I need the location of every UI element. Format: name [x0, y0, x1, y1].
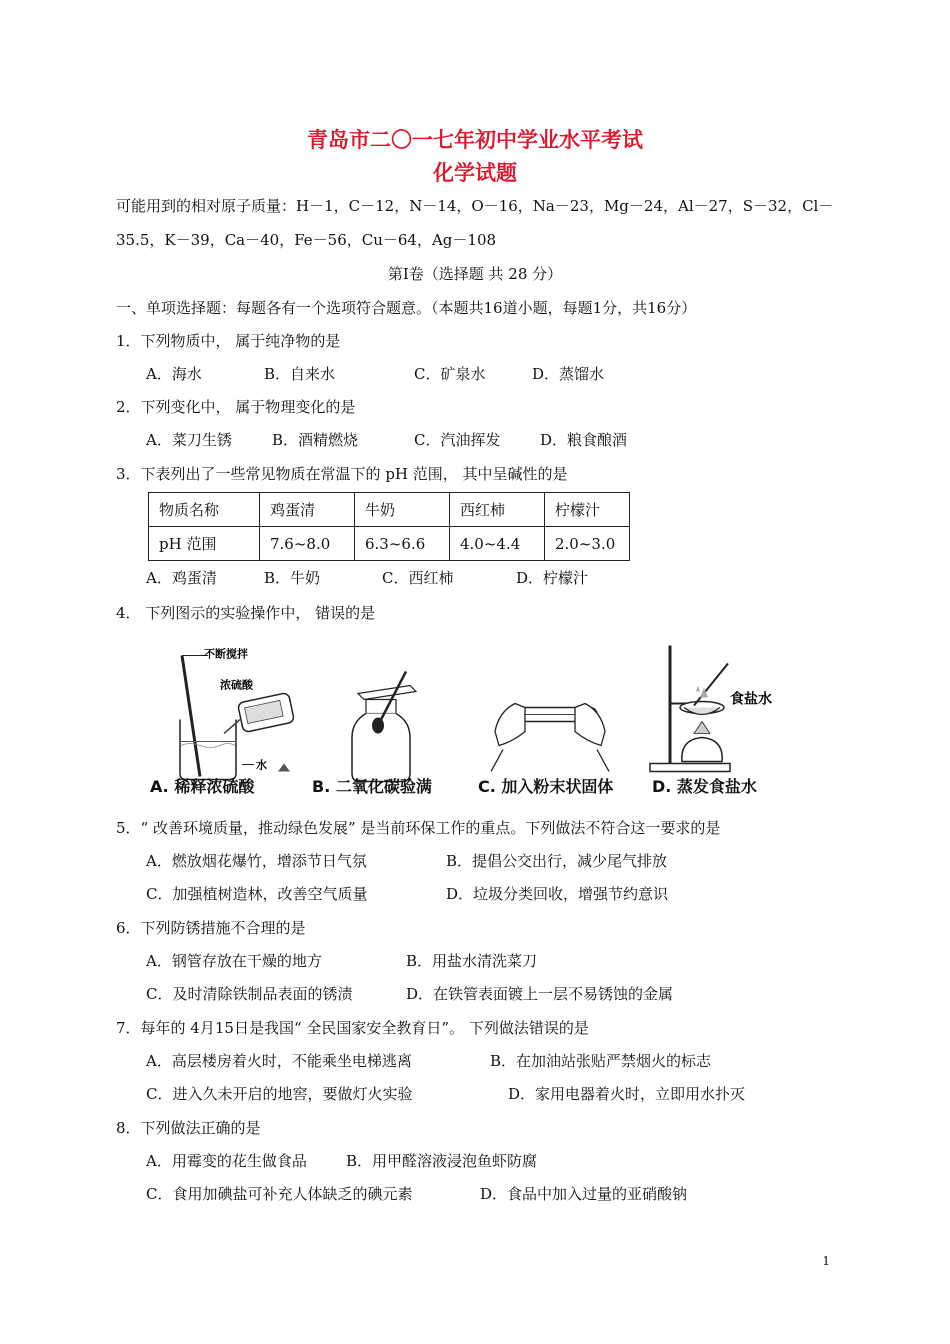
q6-stem: 6．下列防锈措施不合理的是	[116, 919, 306, 937]
figure-b-caption: B. 二氧化碳验满	[312, 777, 432, 796]
q4-stem: 4． 下列图示的实验操作中， 错误的是	[116, 604, 376, 622]
q8-option-c: C．食用加碘盐可补充人体缺乏的碘元素	[146, 1185, 413, 1203]
q5-option-d: D．垃圾分类回收，增强节约意识	[446, 885, 669, 903]
q8-option-d: D．食品中加入过量的亚硝酸钠	[480, 1185, 688, 1203]
acid-label: 浓硫酸	[220, 678, 253, 692]
table-cell: 鸡蛋清	[260, 493, 355, 527]
q7-option-a: A．高层楼房着火时，不能乘坐电梯逃离	[146, 1052, 412, 1070]
q8-option-b: B．用甲醛溶液浸泡鱼虾防腐	[346, 1152, 538, 1170]
table-cell: 4.0~4.4	[450, 527, 545, 561]
figure-a-dilute-acid	[160, 630, 310, 798]
q5-stem: 5．“ 改善环境质量，推动绿色发展” 是当前环保工作的重点。下列做法不符合这一要求的是	[116, 819, 721, 837]
q8-stem: 8．下列做法正确的是	[116, 1119, 261, 1137]
part-one-heading: 一、单项选择题：每题各有一个选项符合题意。（本题共16道小题，每题1分，共16分）	[116, 299, 697, 317]
figure-a-caption: A. 稀释浓硫酸	[150, 777, 255, 796]
table-cell: 柠檬汁	[545, 493, 630, 527]
section-title: 第Ⅰ卷（选择题 共 28 分）	[387, 265, 563, 283]
water-label: 水	[256, 758, 267, 772]
q3-option-d: D．柠檬汁	[516, 569, 589, 587]
q6-option-b: B．用盐水清洗菜刀	[406, 952, 538, 970]
exam-subtitle: 化学试题	[433, 161, 517, 185]
page-number: 1	[822, 1254, 830, 1268]
q7-option-b: B．在加油站张贴严禁烟火的标志	[490, 1052, 712, 1070]
table-cell: 6.3~6.6	[355, 527, 450, 561]
q2-option-c: C．汽油挥发	[414, 431, 501, 449]
figure-c-add-powder	[485, 630, 615, 798]
q2-option-d: D．粮食酿酒	[540, 431, 628, 449]
q7-option-c: C．进入久未开启的地窖，要做灯火实验	[146, 1085, 413, 1103]
q3-option-c: C．西红柿	[382, 569, 454, 587]
table-cell: 2.0~3.0	[545, 527, 630, 561]
q1-option-b: B．自来水	[264, 365, 336, 383]
table-cell: pH 范围	[149, 527, 260, 561]
table-cell: 物质名称	[149, 493, 260, 527]
q6-option-c: C．及时清除铁制品表面的锈渍	[146, 985, 353, 1003]
q3-option-a: A．鸡蛋清	[146, 569, 217, 587]
figure-d-evaporate	[640, 630, 790, 798]
table-row	[149, 527, 630, 561]
table-cell: 西红柿	[450, 493, 545, 527]
atomic-mass-line-1: 可能用到的相对原子质量：H－1，C－12，N－14，O－16，Na－23，Mg－24，Al－27，S－32，Cl－	[116, 197, 834, 215]
q1-option-c: C．矿泉水	[414, 365, 486, 383]
q2-option-a: A．菜刀生锈	[146, 431, 232, 449]
salt-water-label: 食盐水	[730, 691, 772, 708]
stir-label: 不断搅拌	[204, 647, 248, 661]
q8-option-a: A．用霉变的花生做食品	[146, 1152, 307, 1170]
q2-stem: 2．下列变化中， 属于物理变化的是	[116, 398, 356, 416]
q3-stem: 3．下表列出了一些常见物质在常温下的 pH 范围， 其中呈碱性的是	[116, 465, 568, 483]
figure-d-caption: D. 蒸发食盐水	[652, 777, 757, 796]
q1-option-a: A．海水	[146, 365, 202, 383]
table-row	[149, 493, 630, 527]
q1-option-d: D．蒸馏水	[532, 365, 605, 383]
figure-b-co2-test	[340, 630, 430, 798]
q7-option-d: D．家用电器着火时，立即用水扑灭	[508, 1085, 746, 1103]
figure-c-caption: C. 加入粉末状固体	[478, 777, 614, 796]
q3-option-b: B．牛奶	[264, 569, 321, 587]
q6-option-a: A．钢管存放在干燥的地方	[146, 952, 322, 970]
q5-option-b: B．提倡公交出行，减少尾气排放	[446, 852, 668, 870]
atomic-mass-line-2: 35.5，K－39，Ca－40，Fe－56，Cu－64，Ag－108	[116, 231, 497, 249]
q7-stem: 7．每年的 4月15日是我国“ 全民国家安全教育日”。 下列做法错误的是	[116, 1019, 589, 1037]
q5-option-a: A．燃放烟花爆竹，增添节日气氛	[146, 852, 367, 870]
table-cell: 牛奶	[355, 493, 450, 527]
q1-stem: 1．下列物质中， 属于纯净物的是	[116, 332, 341, 350]
table-cell: 7.6~8.0	[260, 527, 355, 561]
q5-option-c: C．加强植树造林，改善空气质量	[146, 885, 368, 903]
exam-title: 青岛市二〇一七年初中学业水平考试	[307, 128, 643, 152]
q6-option-d: D．在铁管表面镀上一层不易锈蚀的金属	[406, 985, 674, 1003]
ph-table	[148, 492, 630, 561]
q2-option-b: B．酒精燃烧	[272, 431, 359, 449]
